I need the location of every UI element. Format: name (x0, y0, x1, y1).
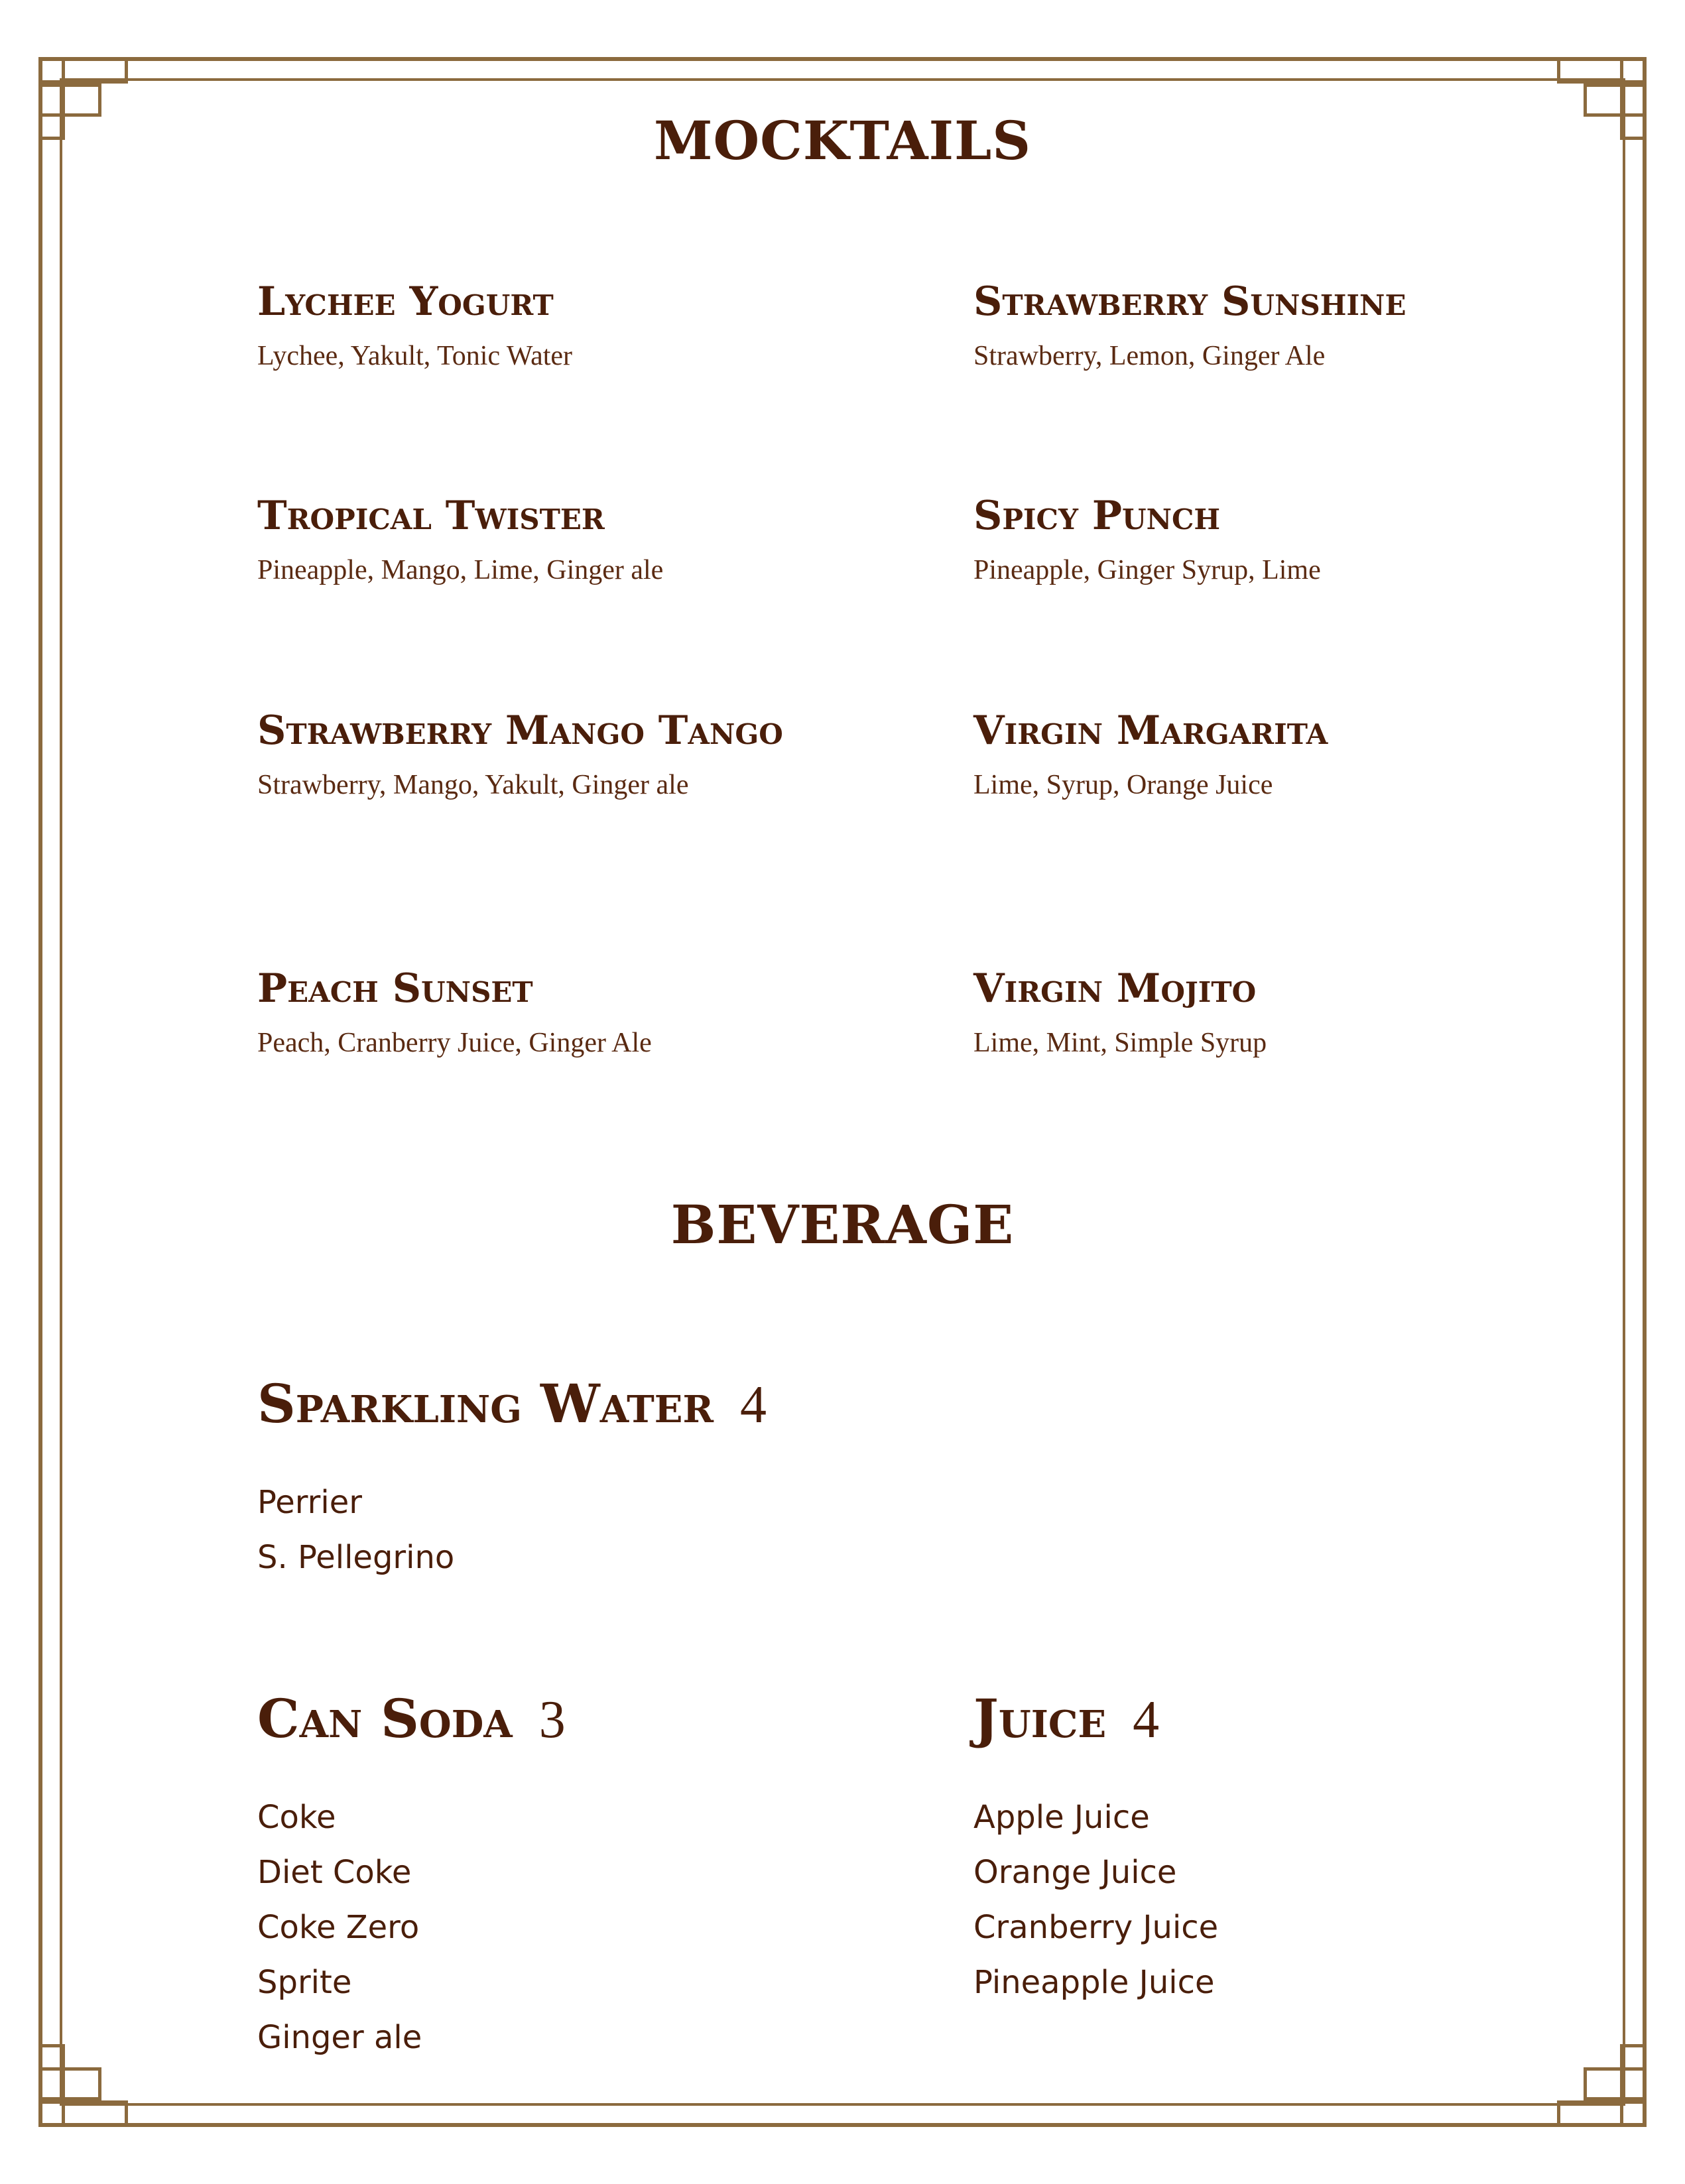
category-price: 4 (740, 1376, 767, 1434)
category-price: 4 (1133, 1691, 1160, 1749)
menu-item-name: Strawberry Mango Tango (257, 707, 783, 754)
list-item: Coke Zero (257, 1909, 420, 1946)
menu-item (973, 965, 1637, 1059)
menu-item-description: Strawberry, Lemon, Ginger Ale (973, 341, 1326, 371)
menu-item-description: Lychee, Yakult, Tonic Water (257, 341, 573, 371)
menu-item-description: Strawberry, Mango, Yakult, Ginger ale (257, 770, 689, 800)
list-item: Orange Juice (973, 1854, 1177, 1891)
menu-item (257, 278, 920, 372)
list-item: Coke (257, 1799, 336, 1836)
category-name: Sparkling Water (257, 1372, 714, 1435)
list-item: Perrier (257, 1484, 362, 1521)
list-item: Cranberry Juice (973, 1909, 1219, 1946)
menu-item-name: Spicy Punch (973, 493, 1221, 539)
juice-heading (973, 1687, 1159, 1750)
menu-item-name: Lychee Yogurt (257, 278, 554, 325)
mocktails-title: MOCKTAILS (653, 109, 1032, 172)
juice-list (973, 1790, 1218, 2010)
sparkling-water-heading (257, 1372, 767, 1435)
menu-item-name: Peach Sunset (257, 965, 533, 1012)
menu-item-description: Lime, Syrup, Orange Juice (973, 770, 1273, 800)
corner-ornament-bottom-right (1584, 2067, 1647, 2100)
menu-item (973, 278, 1637, 372)
list-item: Diet Coke (257, 1854, 412, 1891)
menu-item (257, 493, 920, 586)
category-name: Juice (973, 1687, 1107, 1750)
list-item: Pineapple Juice (973, 1964, 1215, 2001)
list-item: S. Pellegrino (257, 1539, 455, 1576)
category-price: 3 (538, 1691, 566, 1749)
menu-item-description: Pineapple, Mango, Lime, Ginger ale (257, 555, 664, 585)
sparkling-water-list (257, 1475, 454, 1585)
menu-item-description: Pineapple, Ginger Syrup, Lime (973, 555, 1321, 585)
menu-item-name: Virgin Margarita (973, 707, 1328, 754)
menu-item-description: Peach, Cranberry Juice, Ginger Ale (257, 1028, 652, 1058)
menu-item (257, 707, 920, 801)
list-item: Ginger ale (257, 2019, 422, 2056)
beverage-title: BEVERAGE (670, 1193, 1015, 1256)
list-item: Sprite (257, 1964, 352, 2001)
menu-item-name: Virgin Mojito (973, 965, 1257, 1012)
corner-ornament-bottom-left (38, 2067, 101, 2100)
menu-item (973, 493, 1637, 586)
list-item: Apple Juice (973, 1799, 1150, 1836)
can-soda-heading (257, 1687, 566, 1750)
menu-item (973, 707, 1637, 801)
menu-item-name: Strawberry Sunshine (973, 278, 1406, 325)
can-soda-list (257, 1790, 422, 2065)
category-name: Can Soda (257, 1687, 513, 1750)
menu-item-description: Lime, Mint, Simple Syrup (973, 1028, 1267, 1058)
menu-item-name: Tropical Twister (257, 493, 605, 539)
menu-item (257, 965, 920, 1059)
